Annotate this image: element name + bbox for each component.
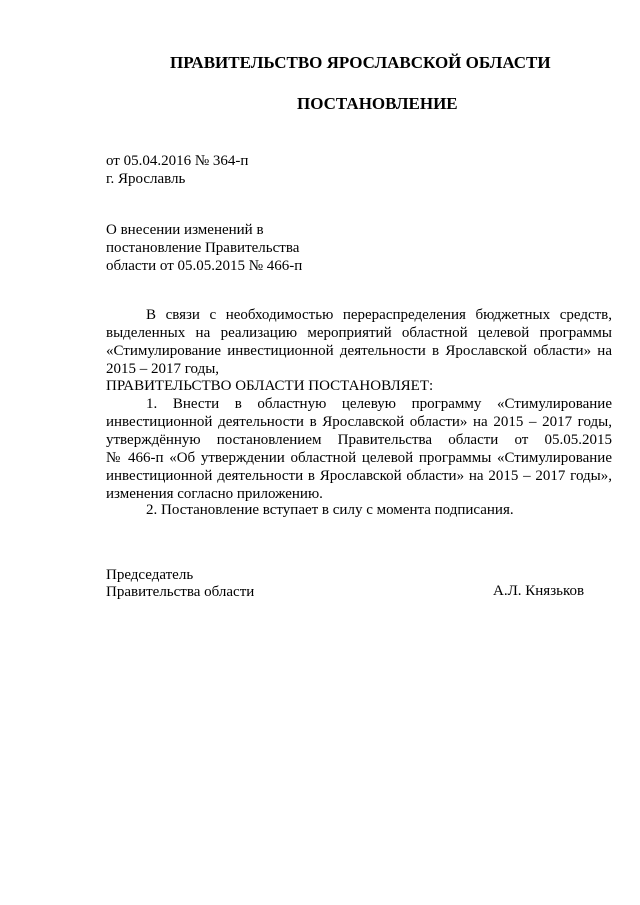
subject-line: области от 05.05.2015 № 466-п	[106, 258, 303, 274]
body-paragraph-line: № 466-п «Об утверждении областной целевой программы «Стимулирование	[106, 450, 612, 466]
document-city: г. Ярославль	[106, 171, 186, 187]
body-paragraph-line: «Стимулирование инвестиционной деятельности в Ярославской области» на	[106, 343, 612, 359]
signature-position: Правительства области	[106, 584, 255, 600]
signature-name: А.Л. Князьков	[493, 583, 585, 599]
body-paragraph-line: инвестиционной деятельности в Ярославской области» на 2015 – 2017 годы»,	[106, 468, 612, 484]
body-paragraph-line: 1. Внести в областную целевую программу «Стимулирование	[146, 396, 612, 412]
body-paragraph-line: 2015 – 2017 годы,	[106, 361, 220, 377]
government-title: ПРАВИТЕЛЬСТВО ЯРОСЛАВСКОЙ ОБЛАСТИ	[170, 53, 551, 72]
document-type-title: ПОСТАНОВЛЕНИЕ	[297, 94, 458, 113]
subject-line: О внесении изменений в	[106, 222, 264, 238]
body-paragraph-line: 2. Постановление вступает в силу с момента подписания.	[146, 502, 514, 518]
body-paragraph-line: выделенных на реализацию мероприятий областной целевой программы	[106, 325, 612, 341]
resolution-statement: ПРАВИТЕЛЬСТВО ОБЛАСТИ ПОСТАНОВЛЯЕТ:	[106, 378, 434, 394]
body-paragraph-line: изменения согласно приложению.	[106, 486, 323, 502]
document-date-number: от 05.04.2016 № 364-п	[106, 153, 249, 169]
body-paragraph-line: инвестиционной деятельности в Ярославской области» на 2015 – 2017 годы,	[106, 414, 612, 430]
signature-position: Председатель	[106, 567, 194, 583]
body-paragraph-line: В связи с необходимостью перераспределения бюджетных средств,	[146, 307, 612, 323]
subject-line: постановление Правительства	[106, 240, 300, 256]
body-paragraph-line: утверждённую постановлением Правительства области от 05.05.2015	[106, 432, 612, 448]
